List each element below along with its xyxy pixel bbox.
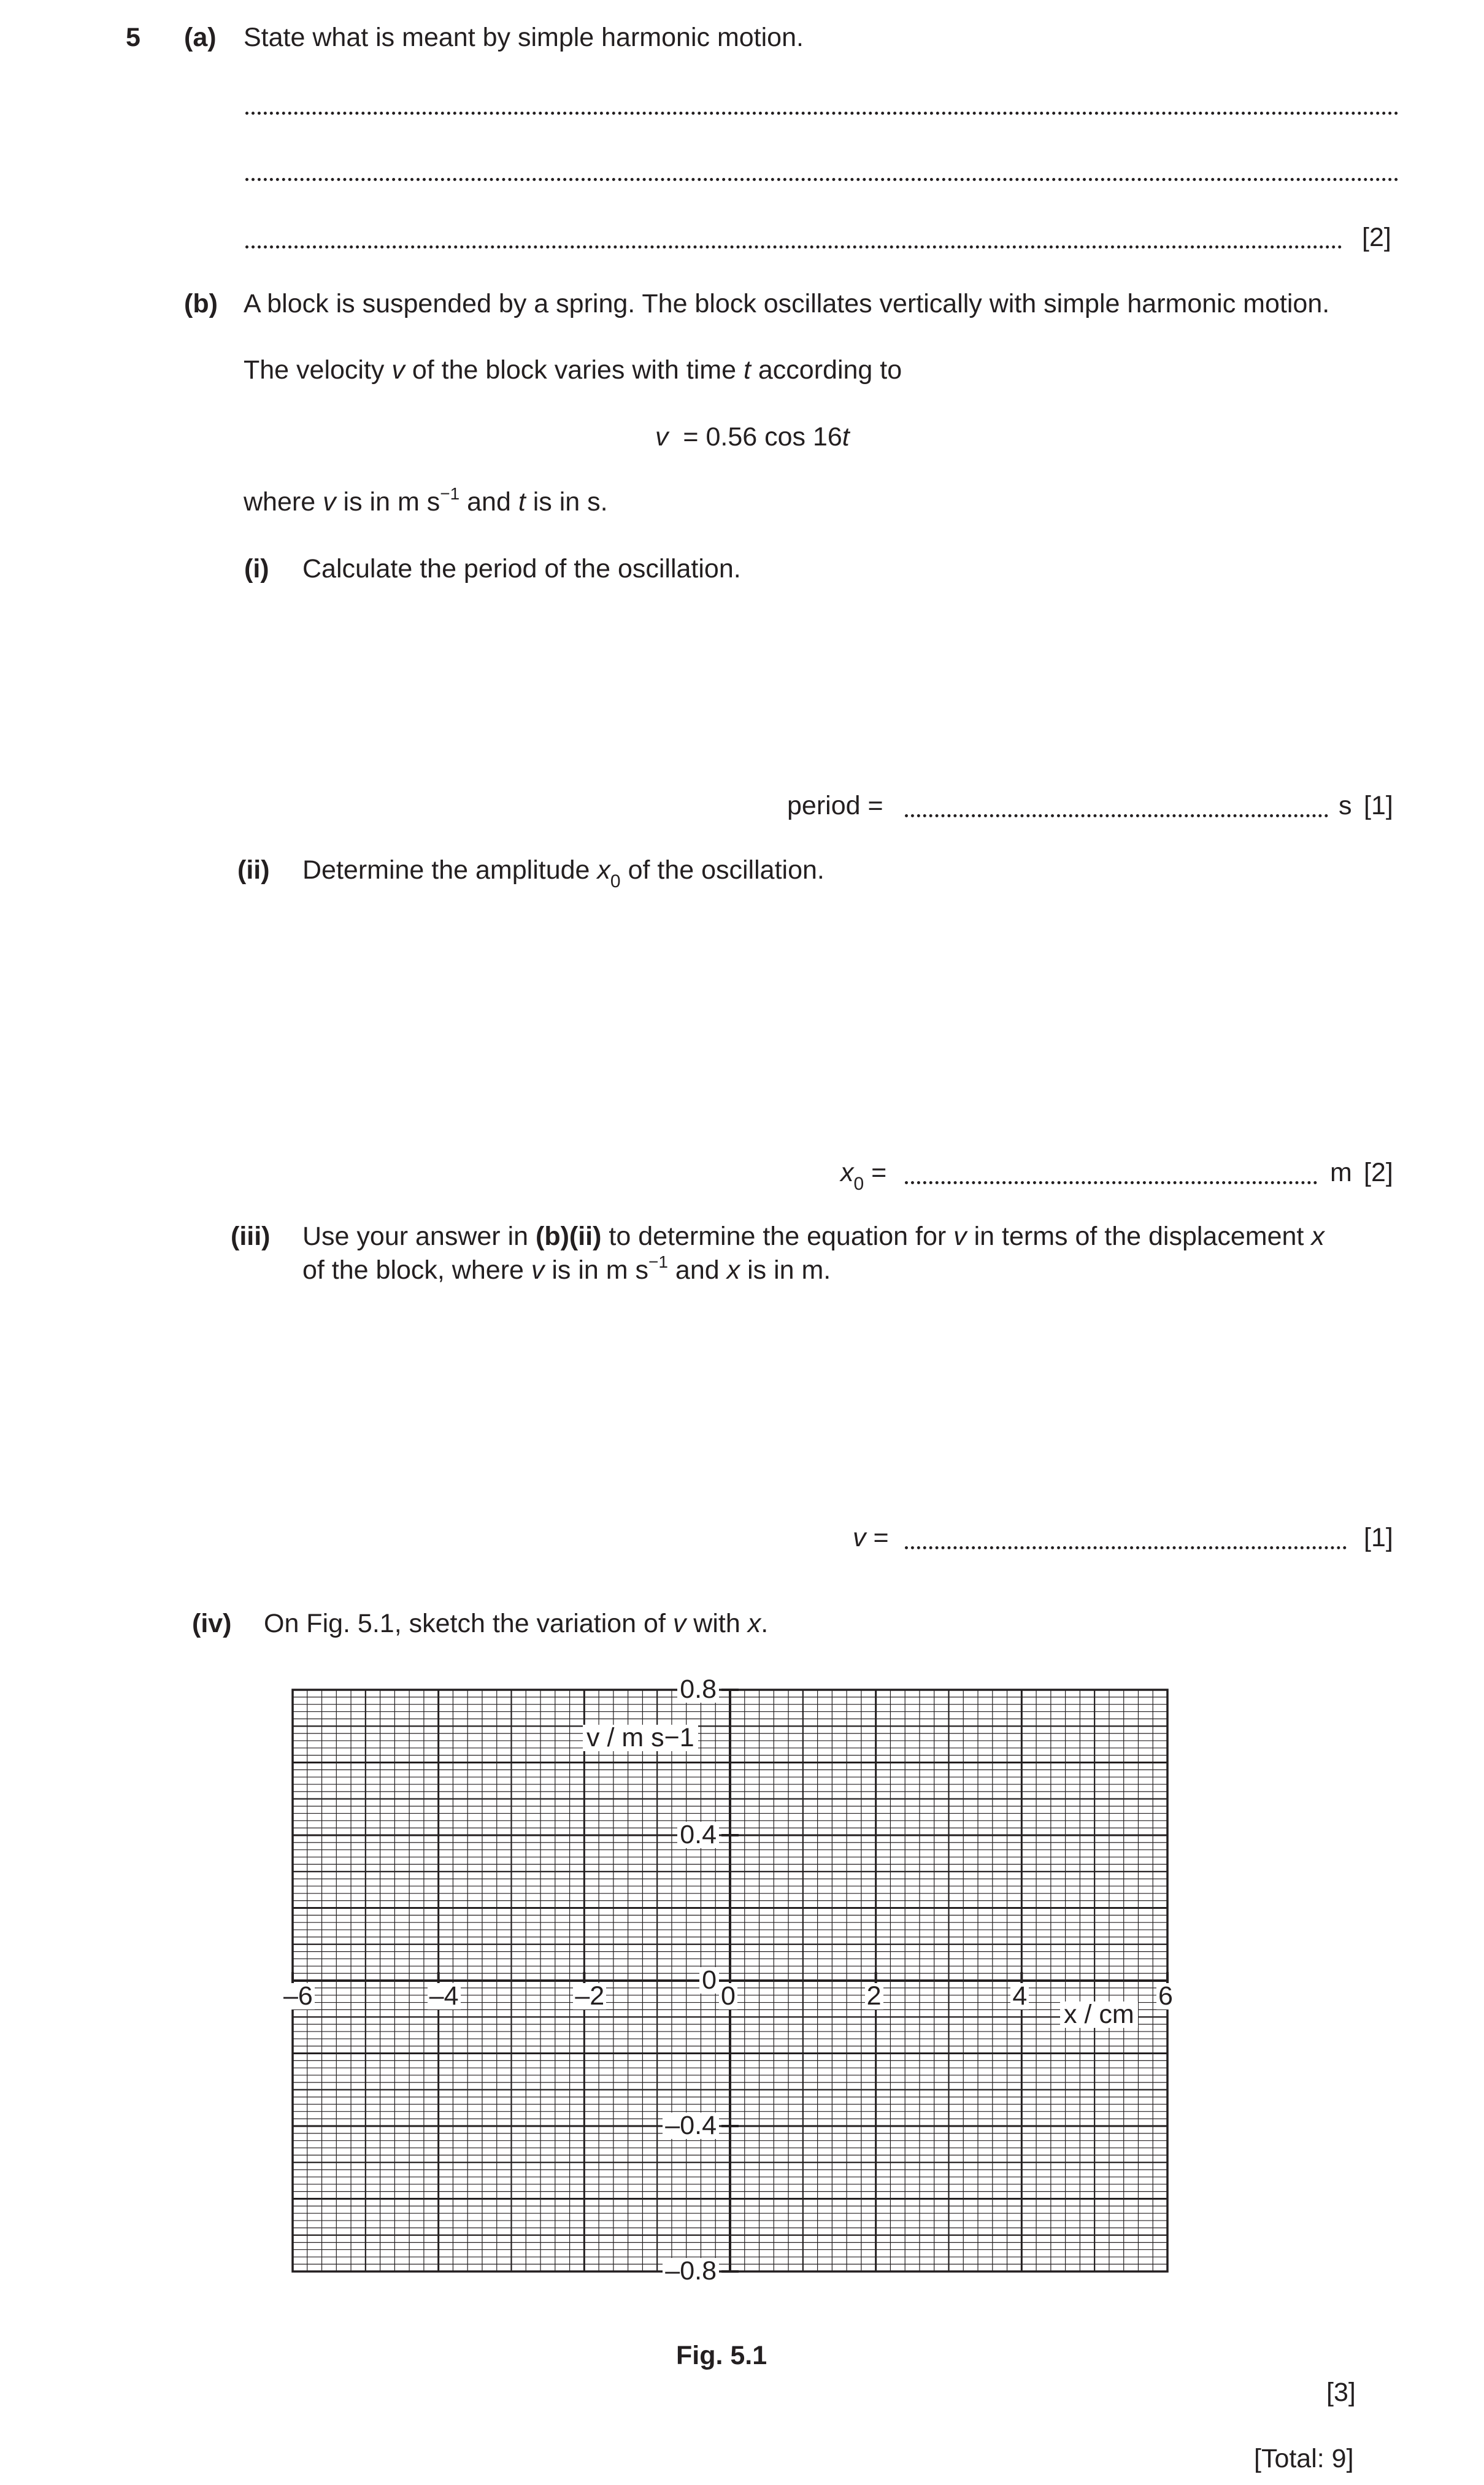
question-total: [Total: 9] [1254, 2444, 1354, 2473]
x-tick-label: –4 [428, 1983, 461, 2009]
y-tick-label: –0.8 [663, 2258, 719, 2284]
amplitude-unit: m [1330, 1158, 1352, 1187]
y-tick-label: 0 [699, 1967, 719, 1994]
part-bi-text: Calculate the period of the oscillation. [302, 554, 741, 584]
figure-caption: Fig. 5.1 [676, 2341, 767, 2370]
x-tick-label: 4 [1010, 1983, 1029, 2009]
x-tick-label: –6 [282, 1983, 315, 2009]
part-biii-label: (iii) [231, 1222, 271, 1251]
part-biii-line2: of the block, where v is in m $s^{-1}$ and x is in m. [302, 1252, 831, 1285]
equation-answer-label: v = [853, 1523, 889, 1552]
y-tick-label: 0.4 [677, 1822, 719, 1848]
x-axis-label: x / cm [1060, 2001, 1138, 2028]
x-tick-label: 2 [865, 1983, 883, 2009]
x-tick-label: 0 [719, 1983, 737, 2009]
part-a-text: State what is meant by simple harmonic motion. [244, 23, 804, 52]
question-number: 5 [126, 23, 140, 52]
part-bii-marks: [2] [1364, 1158, 1393, 1187]
velocity-statement: The velocity v of the block varies with time t according to [244, 355, 902, 385]
part-b-intro: A block is suspended by a spring. The block oscillates vertically with simple harmonic motion. [244, 289, 1330, 318]
part-biv-label: (iv) [192, 1609, 232, 1638]
period-unit: s [1339, 791, 1352, 820]
y-tick-label: 0.8 [677, 1676, 719, 1703]
part-bii-text: Determine the amplitude $x_0$ of the oscillation. [302, 855, 825, 892]
part-biii-line1: Use your answer in (b)(ii) to determine the equation for v in terms of the displacement x [302, 1222, 1324, 1251]
part-a-label: (a) [184, 23, 217, 52]
amplitude-answer-label: $x_0$ = [840, 1158, 887, 1194]
x-tick-label: 6 [1156, 1983, 1175, 2009]
x-tick-label: –2 [573, 1983, 606, 2009]
velocity-equation: v = 0.56 cos 16t [655, 422, 850, 452]
part-biv-marks: [3] [1326, 2378, 1356, 2407]
y-axis-label: v / m s−1 [583, 1725, 698, 1751]
part-bi-marks: [1] [1364, 791, 1393, 820]
part-biii-marks: [1] [1364, 1523, 1393, 1552]
part-biv-text: On Fig. 5.1, sketch the variation of v with x. [264, 1609, 769, 1638]
part-a-marks: [2] [1362, 223, 1391, 252]
units-statement: where v is in m $s^{-1}$ and t is in s. [244, 484, 608, 517]
part-b-label: (b) [184, 289, 218, 318]
part-bii-label: (ii) [237, 855, 270, 885]
period-answer-label: period = [787, 791, 883, 820]
part-bi-label: (i) [244, 554, 269, 584]
y-tick-label: –0.4 [663, 2113, 719, 2139]
